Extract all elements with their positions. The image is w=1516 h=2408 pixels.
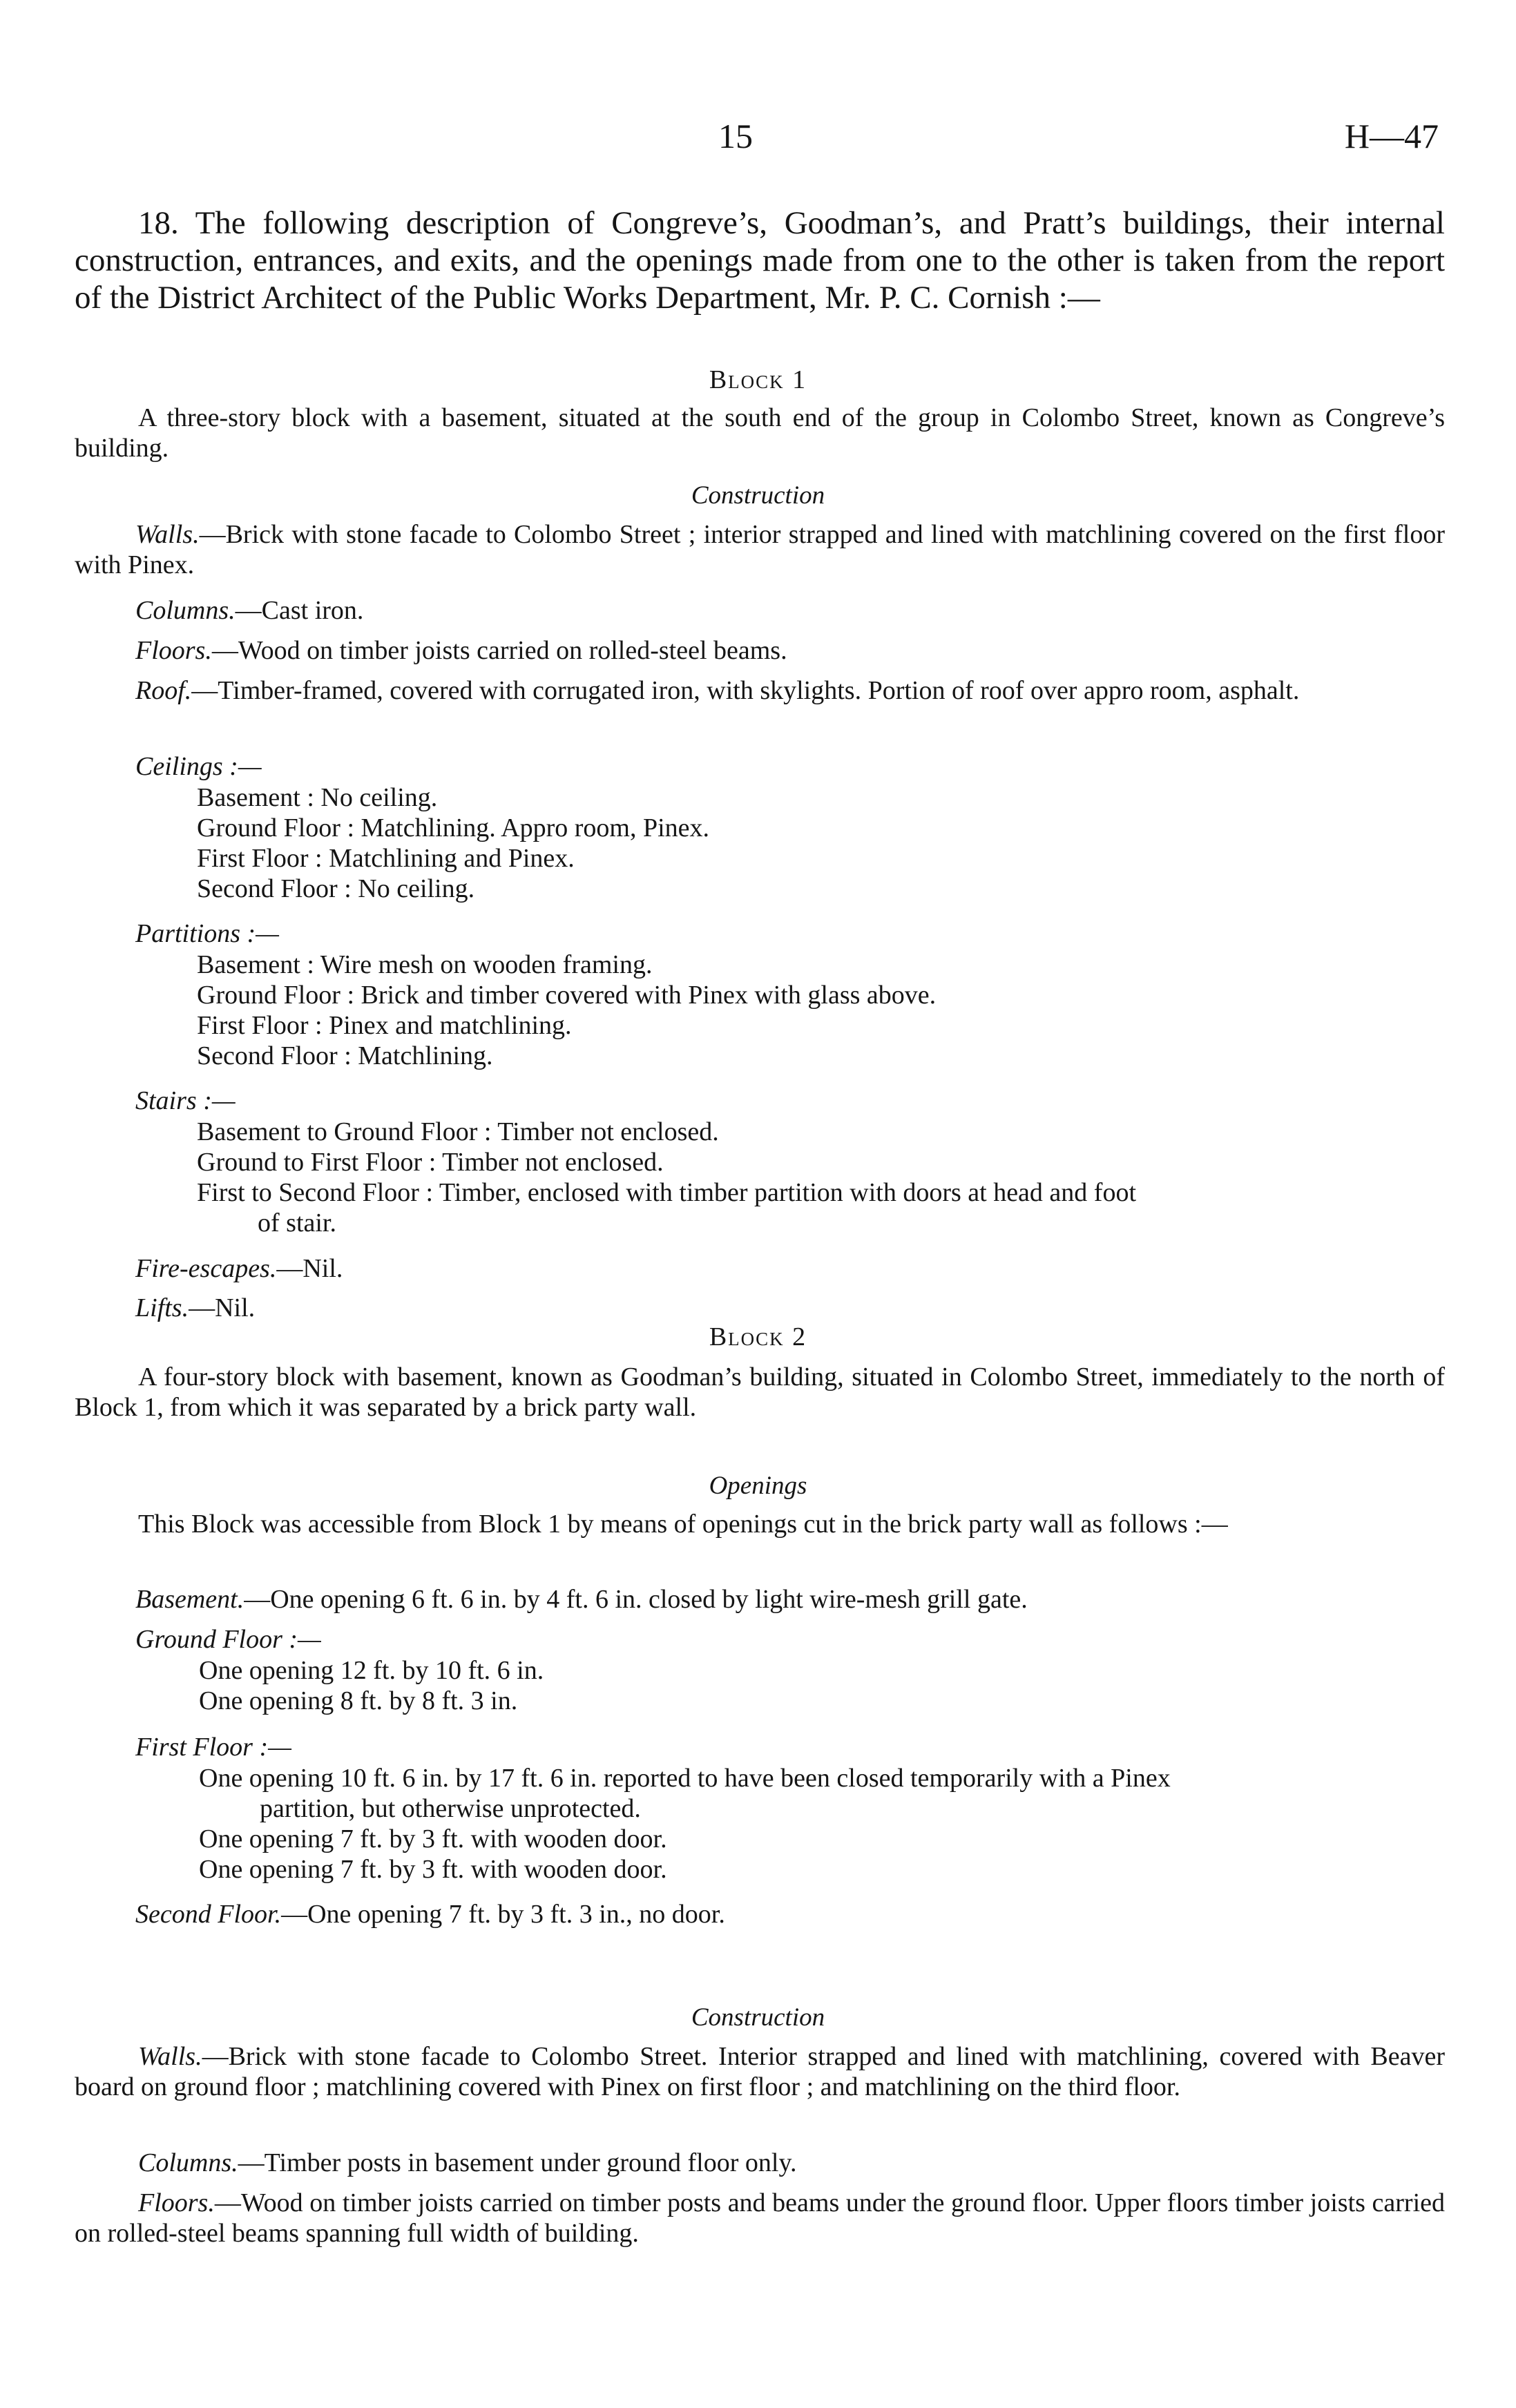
ground-floor-opening: One opening 8 ft. by 8 ft. 3 in. — [199, 1686, 518, 1715]
ceiling-item: Basement : No ceiling. — [197, 783, 438, 812]
partition-item: Ground Floor : Brick and timber covered with Pinex with glass above. — [197, 981, 937, 1010]
block-2-columns: Columns.—Timber posts in basement under ground floor only. — [138, 2148, 797, 2177]
block-2-floors: Floors.—Wood on timber joists carried on timber posts and beams under the ground floor. Upper floors timber joists carried on rolled-steel beams spanning full width of building. — [75, 2188, 1445, 2248]
page-number: 15 — [718, 117, 753, 155]
block-1-lifts: Lifts.—Nil. — [135, 1293, 256, 1322]
first-floor-opening: One opening 7 ft. by 3 ft. with wooden door. — [199, 1824, 667, 1853]
openings-intro: This Block was accessible from Block 1 by means of openings cut in the brick party wall as follows :— — [138, 1510, 1228, 1539]
basement-opening: Basement.—One opening 6 ft. 6 in. by 4 ft. 6 in. closed by light wire-mesh grill gate. — [135, 1585, 1028, 1614]
block-1-columns: Columns.—Cast iron. — [135, 596, 364, 625]
ceiling-item: Second Floor : No ceiling. — [197, 874, 475, 903]
block-1-walls: Walls.—Brick with stone facade to Colombo Street ; interior strapped and lined with matchlining covered on the first floor with Pinex. — [75, 520, 1445, 579]
paragraph-number: 18. — [138, 205, 179, 241]
partition-item: Second Floor : Matchlining. — [197, 1041, 493, 1070]
first-floor-label: First Floor :— — [135, 1733, 291, 1762]
partition-item: Basement : Wire mesh on wooden framing. — [197, 950, 653, 979]
block-2-construction-heading: Construction — [691, 2003, 825, 2032]
ground-floor-opening: One opening 12 ft. by 10 ft. 6 in. — [199, 1656, 544, 1685]
block-1-roof: Roof.—Timber-framed, covered with corrugated iron, with skylights. Portion of roof over appro room, asphalt. — [135, 676, 1300, 705]
ground-floor-label: Ground Floor :— — [135, 1625, 321, 1654]
stairs-item: Ground to First Floor : Timber not enclosed. — [197, 1148, 664, 1177]
intro-text: The following description of Congreve’s, Goodman’s, and Pratt’s buildings, their internal construction, entrances, and exits, and the openings made from one to the other is taken from the report of the District Architect of the Public Works Department, Mr. P. C. Cornish :— — [75, 205, 1445, 316]
first-floor-opening: One opening 7 ft. by 3 ft. with wooden door. — [199, 1855, 667, 1884]
stairs-item: Basement to Ground Floor : Timber not enclosed. — [197, 1117, 719, 1146]
block-2-walls: Walls.—Brick with stone facade to Colombo Street. Interior strapped and lined with matchlining, covered with Beaver board on ground floor ; matchlining covered with Pinex on first floor ; and matchlining on the third floor. — [75, 2042, 1445, 2101]
first-floor-opening: One opening 10 ft. 6 in. by 17 ft. 6 in. reported to have been closed temporarily with a Pinex partition, but otherwise unprotected. — [199, 1764, 1171, 1823]
ceilings-label: Ceilings :— — [135, 752, 262, 781]
block-2-heading: Block 2 — [709, 1322, 807, 1351]
block-2-description: A four-story block with basement, known as Goodman’s building, situated in Colombo Street, immediately to the north of Block 1, from which it was separated by a brick party wall. — [75, 1362, 1445, 1422]
partitions-label: Partitions :— — [135, 919, 279, 948]
block-1-heading: Block 1 — [709, 365, 807, 394]
block-1-fire-escapes: Fire-escapes.—Nil. — [135, 1254, 343, 1283]
block-1-construction-heading: Construction — [691, 481, 825, 510]
partition-item: First Floor : Pinex and matchlining. — [197, 1011, 572, 1040]
block-1-floors: Floors.—Wood on timber joists carried on rolled-steel beams. — [135, 636, 787, 665]
ceiling-item: Ground Floor : Matchlining. Appro room, Pinex. — [197, 813, 710, 842]
walls-label: Walls. — [135, 520, 200, 549]
ceiling-item: First Floor : Matchlining and Pinex. — [197, 844, 575, 873]
second-floor-opening: Second Floor.—One opening 7 ft. by 3 ft. 3 in., no door. — [135, 1900, 725, 1929]
block-1-description: A three-story block with a basement, situated at the south end of the group in Colombo Street, known as Congreve’s building. — [75, 403, 1445, 463]
intro-paragraph — [75, 204, 1445, 316]
stairs-label: Stairs :— — [135, 1086, 236, 1115]
block-2-openings-heading: Openings — [709, 1472, 807, 1500]
document-code: H—47 — [1344, 117, 1439, 155]
stairs-item: First to Second Floor : Timber, enclosed with timber partition with doors at head and foot of stair. — [197, 1178, 1137, 1237]
